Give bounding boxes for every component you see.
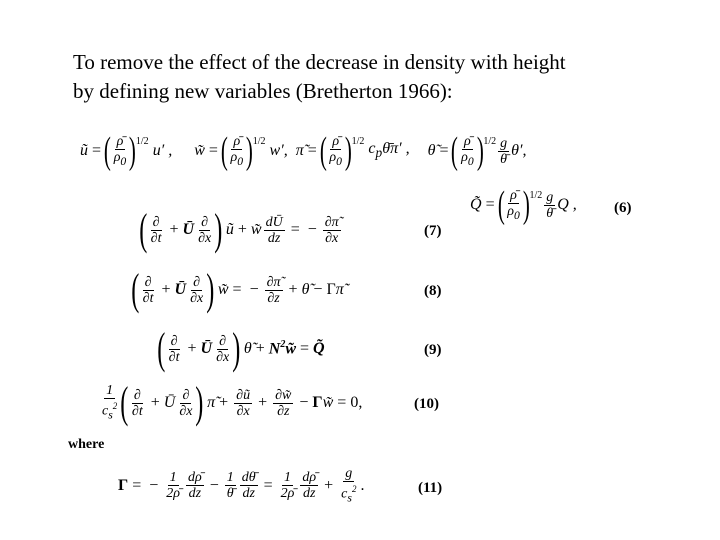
heading-line-2: by defining new variables (Bretherton 1966): <box>73 79 453 103</box>
equation-7: ( $\frac{\partial}{\partial t}$ + Ū $\frac{\partial}{\partial x}$ ) ũ + w̃ $\frac{dŪ}{dz}$ = − $\frac{\partial\pĩ}{\partial x}$ <box>139 205 339 254</box>
equation-8: ( $\frac{\partial}{\partial t}$ + Ū $\frac{\partial}{\partial x}$ ) w̃ = − $\frac{\partial\pĩ}{\partial z}$ + θ̃ − Γ π̃ <box>131 265 344 314</box>
equation-number-8: (8) <box>424 283 442 299</box>
equation-number-10: (10) <box>414 396 439 412</box>
slide-heading <box>73 48 673 106</box>
equation-6: Q̃ = ( $\frac{\rhō}{\rho_0}$ ) $^{1/2}$ $\frac{g}{\thetā}$ Q , <box>470 184 577 226</box>
heading-line-1: To remove the effect of the decrease in density with height <box>73 50 566 74</box>
variable-definitions: ũ = ( $\frac{\rhō}{\rho_0}$ ) $^{1/2}$ u′ , w̃ = ( $\frac{\rhō}{\rho_0}$ ) $^{1/2}$ w′, π̃ = ( $\frac{\rhō}{\rho_0}$ ) $^{1/2}$ $c_p\thetā\pi'$ , θ̃ = ( $\frac{\rhō}{\rho_0}$ ) $^{1/2}$ $\frac{g}{\thetā}$ θ′, <box>80 130 527 172</box>
where-label: where <box>68 437 105 452</box>
equation-9: ( $\frac{\partial}{\partial t}$ + Ū $\frac{\partial}{\partial x}$ ) θ̃ + $N^2w̃$ = Q̃ <box>157 324 325 373</box>
equation-number-11: (11) <box>418 480 443 496</box>
equation-number-6: (6) <box>614 200 632 216</box>
equation-number-7: (7) <box>424 223 442 239</box>
equation-11: Γ = − $\frac{1}{2\rhō}$ $\frac{d\rhō}{dz}$ − $\frac{1}{\thetā}$ $\frac{d\thetā}{dz}$ = $\frac{1}{2\rhō}$ $\frac{d\rhō}{dz}$ + $\frac{g}{c_s^2}$ . <box>118 466 365 505</box>
equation-number-9: (9) <box>424 342 442 358</box>
equation-10: $\frac{1}{c_s^2}$ ( $\frac{\partial}{\partial t}$ + Ū $\frac{\partial}{\partial x}$ ) π̃ + $\frac{\partial ũ}{\partial x}$ + $\frac{\partial w̃}{\partial z}$ − Γ w̃ = 0, <box>102 378 363 427</box>
